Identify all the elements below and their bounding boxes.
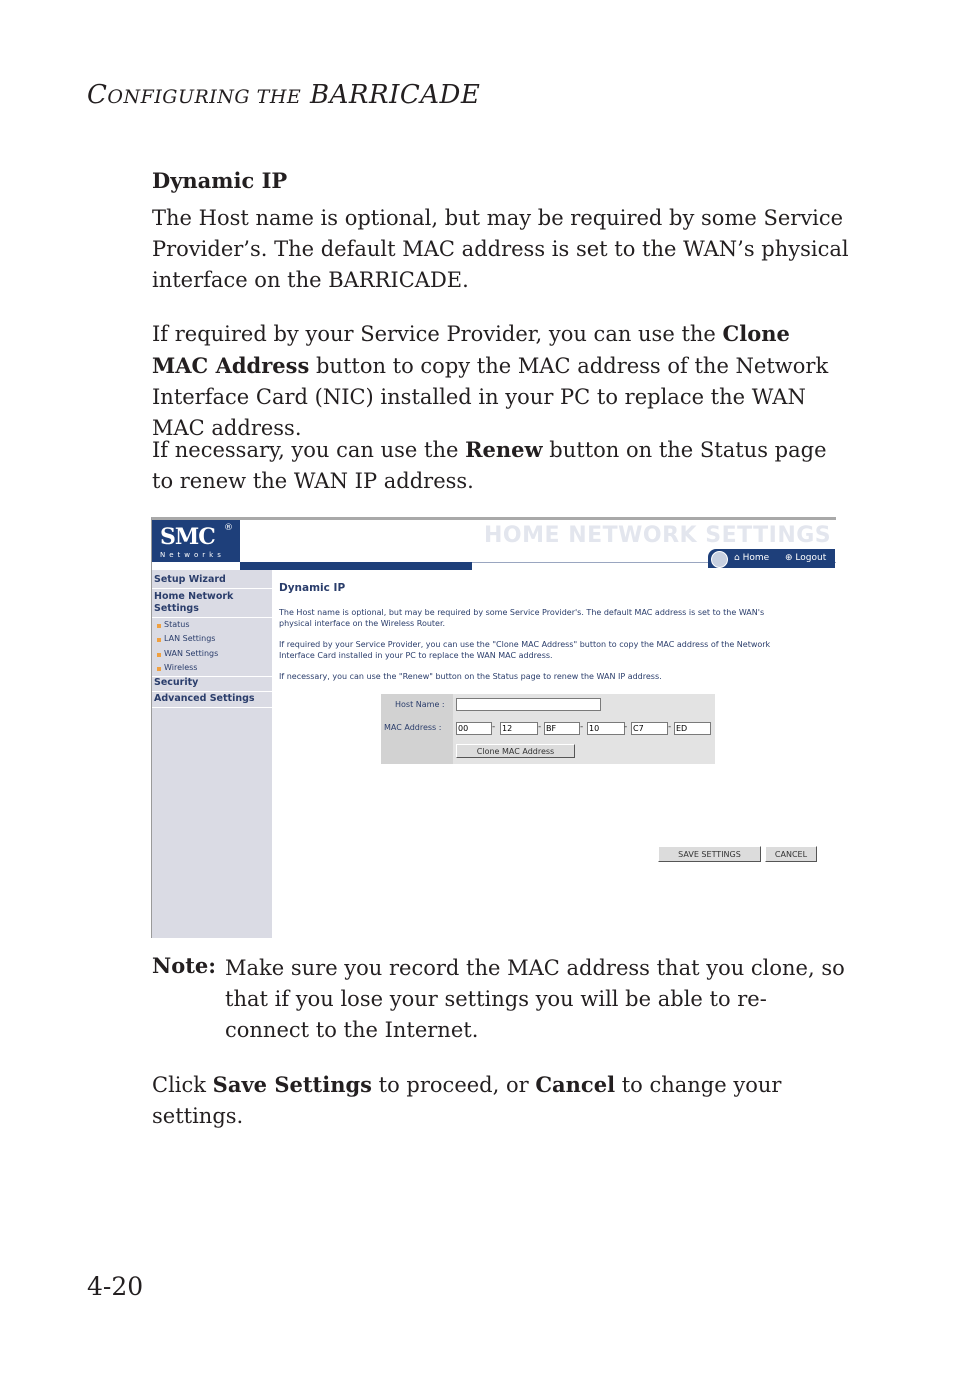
paragraph-clone-mac-text-1: If required by your Service Provider, you can use the	[152, 322, 723, 346]
router-ui-screenshot	[151, 517, 836, 938]
nav-strip	[240, 562, 472, 570]
running-header-brand: BARRICADE	[310, 80, 481, 110]
mac-separator: -	[538, 722, 542, 732]
ui-content	[272, 570, 836, 938]
smc-logo-subtitle: Networks	[160, 551, 225, 559]
paragraph-clone-mac-bold: Clone MAC Address	[152, 321, 790, 378]
host-name-input[interactable]	[456, 698, 601, 711]
content-paragraph-3: If necessary, you can use the "Renew" button on the Status page to renew the WAN IP address.	[279, 672, 662, 681]
home-link[interactable]: ⌂ Home	[734, 553, 770, 563]
mac-octet-3[interactable]	[544, 722, 580, 735]
bullet-icon	[157, 638, 161, 642]
logout-link-label: Logout	[795, 553, 827, 563]
paragraph-host-name: The Host name is optional, but may be required by some Service Provider’s. The default MAC address is set to the WAN’s physical interface on the BARRICADE.	[152, 206, 849, 292]
mac-separator: -	[580, 722, 584, 732]
bullet-icon	[157, 624, 161, 628]
ui-topbar	[152, 520, 836, 570]
mac-octet-4[interactable]	[587, 722, 628, 735]
paragraph-clone-mac-text-2: button to copy the MAC address of the Network Interface Card (NIC) installed in your PC to replace the WAN MAC address.	[152, 354, 829, 440]
host-name-label: Host Name :	[395, 700, 445, 709]
sidebar-item-security[interactable]: Security	[152, 676, 272, 692]
paragraph-renew-bold: Renew	[465, 437, 543, 462]
bullet-icon	[157, 667, 161, 671]
note-label: Note:	[152, 953, 217, 978]
smc-logo	[152, 520, 240, 562]
closing-text-2: to proceed, or	[372, 1073, 536, 1097]
paragraph-clone-mac	[152, 318, 852, 444]
running-header	[87, 80, 480, 110]
note-text: Make sure you record the MAC address that you clone, so that if you lose your settings you will be able to re-connect to the Internet.	[225, 956, 845, 1042]
sidebar-item-advanced[interactable]: Advanced Settings	[152, 693, 272, 708]
paragraph-renew	[152, 434, 852, 497]
smc-logo-registered: ®	[224, 523, 233, 533]
sidebar-item-wan-settings[interactable]: WAN Settings	[164, 649, 219, 658]
mac-octet-2[interactable]	[500, 722, 538, 735]
closing-paragraph	[152, 1069, 852, 1132]
closing-cancel-bold: Cancel	[535, 1072, 616, 1097]
content-title: Dynamic IP	[279, 582, 346, 594]
closing-text-3: to change your settings.	[152, 1073, 782, 1128]
closing-save-settings-bold: Save Settings	[212, 1072, 372, 1097]
globe-icon	[711, 551, 728, 568]
smc-logo-text: SMC	[160, 524, 215, 550]
mac-octet-5[interactable]	[631, 722, 668, 735]
ui-sidebar	[152, 570, 272, 938]
sidebar-item-home-network[interactable]: Home Network Settings	[152, 590, 272, 618]
closing-text-1: Click	[152, 1073, 213, 1097]
running-header-initial: C	[87, 80, 108, 110]
mac-octet-6[interactable]	[674, 722, 711, 735]
mac-separator: -	[624, 722, 628, 732]
mac-separator: -	[668, 722, 672, 732]
cancel-button[interactable]: CANCEL	[765, 846, 817, 862]
running-header-small-caps: ONFIGURING THE	[107, 86, 302, 108]
home-link-label: Home	[742, 553, 770, 563]
sidebar-item-status[interactable]: Status	[164, 620, 190, 629]
content-paragraph-2: If required by your Service Provider, you can use the "Clone MAC Address" button to copy the MAC address of the Network Interface Card installed in your PC to replace the WAN MAC address.	[279, 640, 771, 660]
top-links	[708, 549, 835, 568]
mac-address-label: MAC Address :	[384, 723, 442, 732]
mac-form	[381, 694, 715, 764]
section-title: Dynamic IP	[152, 168, 288, 193]
mac-octet-1[interactable]	[456, 722, 492, 735]
paragraph-renew-text-1: If necessary, you can use the	[152, 438, 466, 462]
clone-mac-button[interactable]: Clone MAC Address	[456, 744, 575, 758]
bullet-icon	[157, 653, 161, 657]
sidebar-item-wireless[interactable]: Wireless	[164, 663, 198, 672]
page-number: 4-20	[87, 1272, 144, 1301]
save-settings-button[interactable]: SAVE SETTINGS	[658, 846, 761, 862]
sidebar-item-lan-settings[interactable]: LAN Settings	[164, 634, 216, 643]
mac-separator: -	[492, 722, 496, 732]
page-banner: HOME NETWORK SETTINGS	[484, 523, 832, 548]
content-paragraph-1: The Host name is optional, but may be required by some Service Provider's. The default MAC address is set to the WAN's physical interface on the Wireless Router.	[279, 608, 765, 628]
paragraph-renew-text-2: button on the Status page to renew the WAN IP address.	[152, 438, 827, 493]
sidebar-item-setup-wizard[interactable]: Setup Wizard	[152, 574, 272, 589]
logout-link[interactable]: ⊕ Logout	[785, 553, 827, 563]
